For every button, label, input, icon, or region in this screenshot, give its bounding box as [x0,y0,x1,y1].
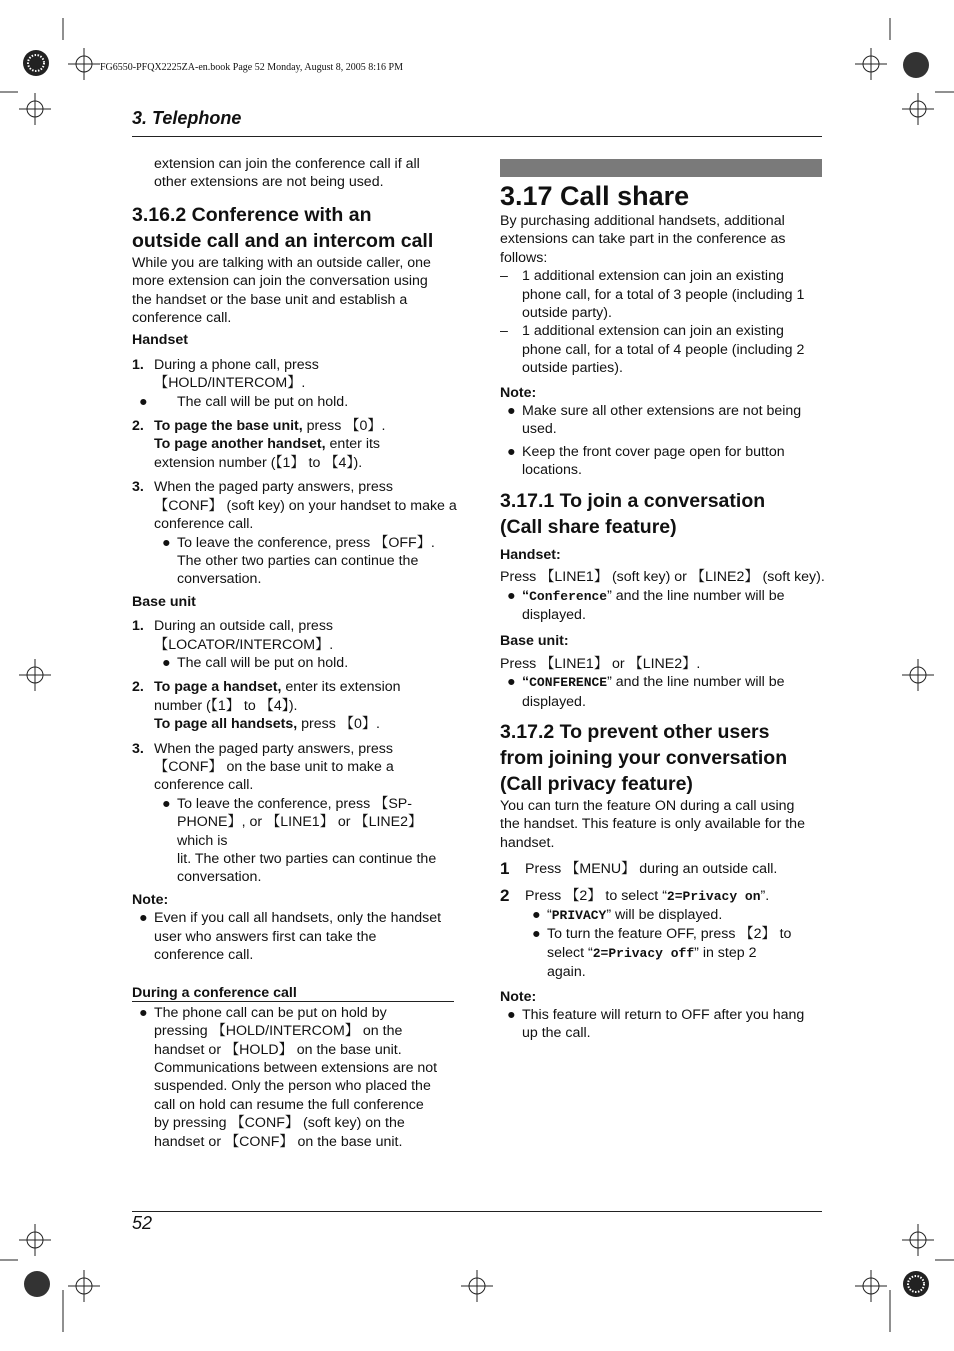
intro-line: extension can join the conference call if all [154,156,420,172]
paragraph: conference call. [132,310,232,327]
step-item: 2. To page the base unit, press 【0】. To page another handset, enter its extension number (【1】 to 【4】). [132,418,386,471]
right-column [500,180,825,1043]
bullet-item: ● “PRIVACY” will be displayed. [532,906,723,923]
heading-3172: 3.17.2 To prevent other users from joining your conversation (Call privacy feature) [500,720,788,795]
bullet-item: ● The call will be put on hold. [162,654,349,671]
paragraph: the handset or the base unit and establish a [132,291,408,308]
left-column [132,155,457,1151]
dash-item: – 1 additional extension can join an existing phone call, for a total of 4 people (including 2 outside parties). [500,323,805,377]
starburst-mark-br [903,1271,929,1297]
paragraph: more extension can join the conversation using [132,273,428,290]
conference-call-label: During a conference call [132,985,297,1002]
starburst-mark-bl [24,1271,50,1297]
header-rule [132,136,822,137]
heading-317: 3.17 Call share [500,181,690,211]
paragraph: extensions can take part in the conference as [500,231,786,248]
paragraph: You can turn the feature ON during a call using [500,797,795,814]
handset-label: Handset [132,332,188,349]
footer-rule [132,1211,822,1212]
step-item: 2 Press 【2】 to select “2=Privacy on”. [500,885,770,905]
intro-line: other extensions are not being used. [154,174,384,191]
paragraph: Press 【LINE1】 or 【LINE2】. [500,655,701,672]
step-item: 1 Press 【MENU】 during an outside call. [500,859,778,879]
paragraph: follows: [500,249,548,266]
note-label: Note: [132,891,169,908]
paragraph: the handset. This feature is only available for the [500,816,805,833]
handset-label: Handset: [500,546,561,563]
bullet-item: ● “CONFERENCE” and the line number will be displayed. [507,674,785,710]
bullet-item: ● Keep the front cover page open for button locations. [507,443,785,479]
note-label: Note: [500,384,537,401]
bullet-item: ● “Conference” and the line number will be displayed. [507,587,785,623]
file-info: FG6550-PFQX2225ZA-en.book Page 52 Monday, August 8, 2005 8:16 PM [100,62,403,73]
step-item: 3. When the paged party answers, press 【CONF】 on the base unit to make a conference call. [132,740,394,794]
bullet-item: ● The phone call can be put on hold by pressing 【HOLD/INTERCOM】 on the handset or 【HOLD】 on the base unit. Communications between extensions are not suspended. Only the person who placed the call on hold can resume the full conference by pressing 【CONF】 (soft key) on the handset or 【CONF】 on the base unit. [139,1004,438,1150]
heading-3171: 3.17.1 To join a conversation (Call share feature) [500,489,766,538]
paragraph: handset. [500,834,555,851]
bullet-item: ● This feature will return to OFF after you hang up the call. [507,1007,805,1042]
base-unit-label: Base unit: [500,633,569,650]
section-bar [500,159,822,177]
starburst-mark-tl [23,50,49,76]
bullet-item: ● Even if you call all handsets, only the handset user who answers first can take the conference call. [139,910,442,964]
bullet-item: ● Make sure all other extensions are not being used. [507,403,802,438]
note-label: Note: [500,988,537,1005]
step-item: 3. When the paged party answers, press 【CONF】 (soft key) on your handset to make a conference call. [132,479,457,533]
paragraph: By purchasing additional handsets, additional [500,213,785,229]
starburst-mark-tr [903,52,929,78]
bullet-item: ● The call will be put on hold. [139,393,349,410]
bullet-item: ● To turn the feature OFF, press 【2】 to select “2=Privacy off” in step 2 again. [532,926,792,981]
bullet-item: ● To leave the conference, press 【OFF】. The other two parties can continue the conversation. [162,534,435,588]
page-number: 52 [132,1213,153,1233]
dash-item: – 1 additional extension can join an existing phone call, for a total of 3 people (including 1 outside party). [500,268,805,322]
paragraph: Press 【LINE1】 (soft key) or 【LINE2】 (soft key). [500,569,825,586]
heading-3162: 3.16.2 Conference with an outside call and an intercom call [132,203,434,252]
paragraph: While you are talking with an outside caller, one [132,254,431,271]
step-item: 1. During a phone call, press 【HOLD/INTERCOM】. [132,356,319,392]
base-unit-label: Base unit [132,593,196,610]
step-item: 1. During an outside call, press 【LOCATOR/INTERCOM】. [132,618,334,653]
section-title: 3. Telephone [132,108,242,128]
step-item: 2. To page a handset, enter its extension number (【1】 to 【4】). To page all handsets, press 【0】. [132,679,401,733]
bullet-item: ● To leave the conference, press 【SP- PHONE】, or 【LINE1】 or 【LINE2】 which is lit. The other two parties can continue the conversation. [162,795,437,886]
